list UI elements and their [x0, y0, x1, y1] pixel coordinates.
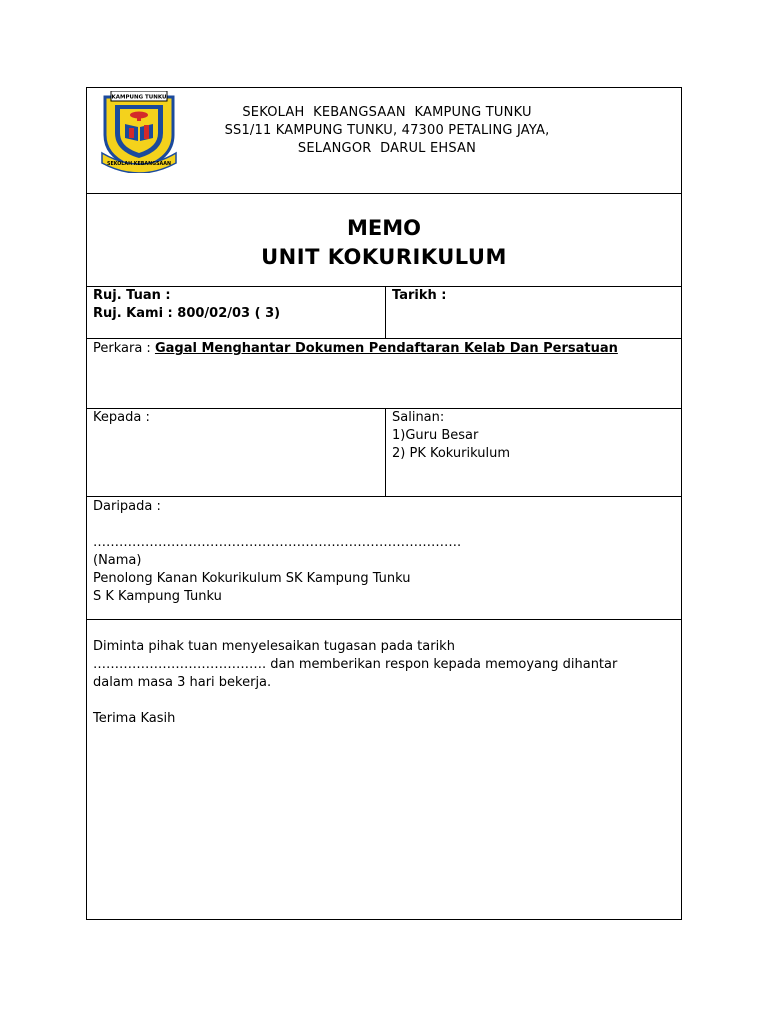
- recipient-section: [87, 409, 681, 497]
- svg-text:KAMPUNG TUNKU: KAMPUNG TUNKU: [111, 94, 167, 101]
- body-line-3: dalam masa 3 hari bekerja.: [93, 675, 272, 690]
- signature-dots: ………………………………………………………………………….: [93, 535, 462, 550]
- column-divider: [385, 409, 386, 496]
- reference-section: [87, 287, 681, 339]
- memo-body-section: [87, 620, 681, 921]
- letterhead: [87, 88, 681, 194]
- memo-body: [93, 638, 673, 728]
- subject-section: [87, 339, 681, 409]
- reference-left: [93, 287, 280, 323]
- school-crest-logo: [98, 91, 180, 173]
- body-line-1: Diminta pihak tuan menyelesaikan tugasan pada tarikh: [93, 639, 455, 654]
- salinan-label: Salinan:: [392, 410, 445, 425]
- sender-school: S K Kampung Tunku: [93, 589, 222, 604]
- memo-form: [86, 87, 682, 920]
- ruj-kami-label: Ruj. Kami : 800/02/03 ( 3): [93, 306, 281, 321]
- address-line-2: SELANGOR DARUL EHSAN: [297, 141, 477, 156]
- body-line-2: …………………………………. dan memberikan respon kepada memoyang dihantar: [93, 657, 618, 672]
- daripada-label: Daripada :: [93, 499, 161, 514]
- school-address-block: [182, 104, 592, 158]
- subject-text: Gagal Menghantar Dokumen Pendaftaran Kelab Dan Persatuan: [154, 341, 618, 356]
- kepada-label: Kepada :: [93, 410, 150, 425]
- perkara-label: Perkara :: [93, 341, 155, 356]
- unit-title: UNIT KOKURIKULUM: [261, 245, 507, 269]
- salinan-item: 2) PK Kokurikulum: [392, 446, 511, 461]
- memo-title: MEMO: [347, 216, 421, 240]
- subject-line: [93, 340, 618, 358]
- memo-title-section: [87, 194, 681, 287]
- address-line-1: SS1/11 KAMPUNG TUNKU, 47300 PETALING JAYA,: [224, 123, 550, 138]
- salinan-item: 1)Guru Besar: [392, 428, 479, 443]
- sender-position: Penolong Kanan Kokurikulum SK Kampung Tunku: [93, 571, 411, 586]
- sender-name: (Nama): [93, 553, 142, 568]
- svg-text:SEKOLAH KEBANGSAAN: SEKOLAH KEBANGSAAN: [107, 162, 171, 167]
- sender-section: [87, 497, 681, 620]
- salinan-block: [392, 409, 510, 463]
- tarikh-label: Tarikh :: [392, 288, 447, 303]
- ruj-tuan-label: Ruj. Tuan :: [93, 288, 171, 303]
- column-divider: [385, 287, 386, 338]
- sender-block: [93, 498, 461, 606]
- closing-text: Terima Kasih: [93, 711, 176, 726]
- school-name: SEKOLAH KEBANGSAAN KAMPUNG TUNKU: [242, 105, 532, 120]
